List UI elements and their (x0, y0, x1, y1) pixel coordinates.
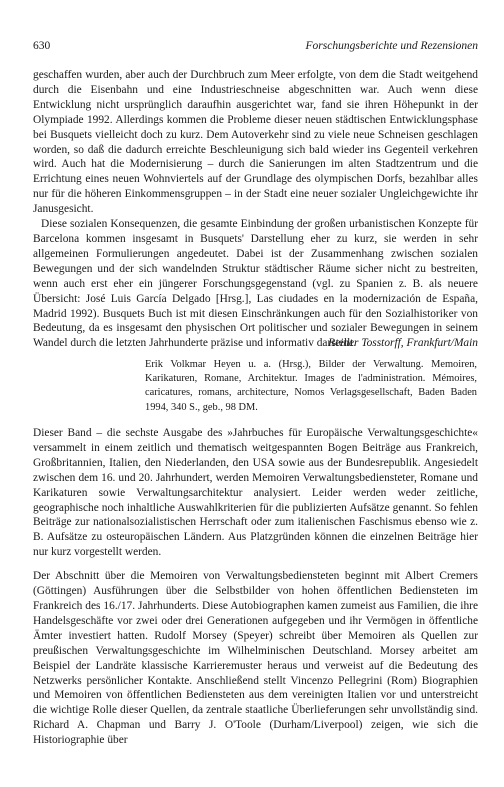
review-body (33, 426, 478, 748)
running-title: Forschungsberichte und Rezensionen (305, 40, 478, 52)
bibliographic-entry: Erik Volkmar Heyen u. a. (Hrsg.), Bilder der Verwaltung. Memoiren, Karikaturen, Romane, Architektur. Images de l'administration. Mémoires, caricatures, romans, architecture, Nomos Verlagsgesellschaft, Baden Baden 1994, 340 S., geb., 98 DM. (145, 359, 477, 413)
reviewer-signature: Reiner Tosstorff, Frankfurt/Main (328, 337, 478, 350)
book-page (33, 0, 478, 787)
review-paragraph: geschaffen wurden, aber auch der Durchbruch zum Meer erfolgte, von dem die Stadt weitgehend durch die Eisenbahn und eine Industrieschneise abgeschnitten war. Auch wenn diese Entwicklung nicht ursprünglich daraufhin ausgerichtet war, fand sie ihren Höhepunkt in der Olympiade 1992. Allerdings kommen die Probleme dieser neuen städtischen Entwicklungsphase bei Busquets vielleicht doch zu kurz. Dem Autoverkehr sind zu viele neue Schneisen geschlagen worden, so daß die dadurch erreichte Beschleunigung sich bald wieder ins Gegenteil verkehren wird. Auch hat die Modernisierung – durch die Sanierungen im alten Stadtzentrum und die Errichtung eines neuen Wohnviertels auf der Grundlage des olympischen Dorfs, bezahlbar alles nur für die höheren Einkommensgruppen – in der Stadt eine neuer sozialer Ungleichgewichte ihr Janusgesicht. (33, 69, 478, 216)
review-paragraph: Dieser Band – die sechste Ausgabe des »Jahrbuches für Europäische Verwaltungsgeschichte« versammelt in einem zeitlich und thematisch weitgespannten Bogen Beiträge aus Frankreich, Großbritannien, Italien, den Niederlanden, den USA sowie aus der Bundesrepublik. Angesiedelt zwischen dem 16. und 20. Jahrhundert, werden Memoiren Verwaltungsbediensteter, Romane und Karikaturen sowie Verwaltungsarchitektur analysiert. Leider werden weder zeitliche, geographische noch inhaltliche Auswahlkriterien für die publizierten Aufsätze genannt. So fehlen Beiträge zur nationalsozialistischen Herrschaft oder zum italienischen Faschismus ebenso wie z. B. Aufsätze zu osteuropäischen Ländern. Aus Platzgründen können die einzelnen Beiträge hier nur kurz vorgestellt werden. (33, 427, 478, 559)
review-paragraph: Diese sozialen Konsequenzen, die gesamte Einbindung der großen urbanistischen Konzepte für Barcelona kommen insgesamt in Busquets' Darstellung eher zu kurz, sie werden in sehr allgemeinen Formulierungen angedeutet. Dabei ist der Zusammenhang zwischen sozialen Bewegungen und der sich wandelnden Struktur städtischer Räume sicher nicht zu bestreiten, wenn auch erst eher ein jüngerer Forschungsgegenstand (vgl. zu Spanien z. B. als neuere Übersicht: José Luis García Delgado [Hrsg.], Las ciudades en la modernización de España, Madrid 1992). Busquets Buch ist mit diesen Einschränkungen auch für den Sozialhistoriker von Bedeutung, da es insgesamt den physischen Ort politischer und sozialer Bewegungen in seinem Wandel durch die letzten Jahrhunderte präzise und informativ darstellt. (33, 218, 478, 350)
running-header (33, 38, 478, 54)
review-continued (33, 68, 478, 351)
review-paragraph: Der Abschnitt über die Memoiren von Verwaltungsbediensteten beginnt mit Albert Cremers (Göttingen) Ausführungen über die Selbstbilder von hohen öffentlichen Bediensteten im Frankreich des 16./17. Jahrhunderts. Diese Autobiographen kamen zumeist aus Familien, die ihre Handelsgeschäfte vor zwei oder drei Generationen aufgegeben und ihr Vermögen in öffentliche Ämter investiert hatten. Rudolf Morsey (Speyer) schreibt über Memoiren als Quellen zur preußischen Verwaltungsgeschichte im Wilhelminischen Deutschland. Morsey arbeitet am Beispiel der Landräte klassische Karrieremuster heraus und verweist auf die Bedeutung des Netzwerks persönlicher Kontakte. Anschließend stellt Vincenzo Pellegrini (Rom) Biographien und Memoiren von öffentlichen Bediensteten aus dem vereinigten Italien vor und unterstreicht die wichtige Rolle dieser Quellen, da zentrale staatliche Überlieferungen sehr unvollständig sind. Richard A. Chapman und Barry J. O'Toole (Durham/Liverpool) zeigen, wie sich die Historiographie über (33, 570, 478, 747)
page-number: 630 (33, 40, 51, 52)
